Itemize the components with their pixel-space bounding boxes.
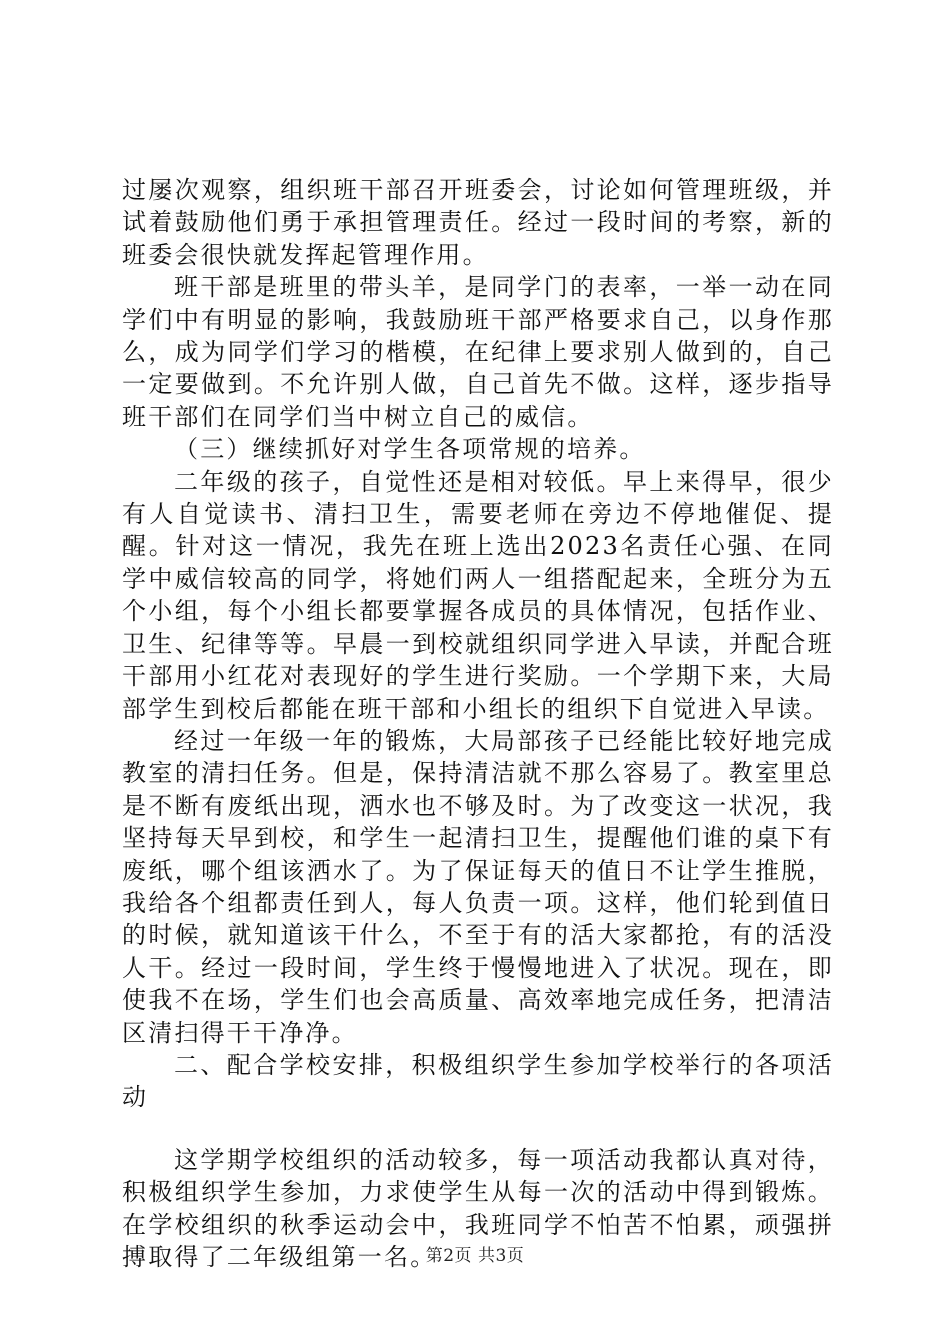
section-heading-2: 二、配合学校安排，积极组织学生参加学校举行的各项活动: [122, 1050, 834, 1112]
section-heading-3: （三）继续抓好对学生各项常规的培养。: [174, 435, 646, 464]
paragraph-4: 二年级的孩子，自觉性还是相对较低。早上来得早，很少有人自觉读书、清扫卫生，需要老师在旁边不停地催促、提醒。针对这一情况，我先在班上选出2023名责任心强、在同学中威信较高的同学，将她们两人一组搭配起来，全班分为五个小组，每个小组长都要掌握各成员的具体情况，包括作业、卫生、纪律等等。早晨一到校就组织同学进入早读，并配合班干部用小红花对表现好的学生进行奖励。一个学期下来，大局部学生到校后都能在班干部和小组长的组织下自觉进入早读。: [122, 467, 834, 723]
paragraph-2: 班干部是班里的带头羊，是同学门的表率，一举一动在同学们中有明显的影响，我鼓励班干部严格要求自己，以身作那么，成为同学们学习的楷模，在纪律上要求别人做到的，自己一定要做到。不允许别人做，自己首先不做。这样，逐步指导班干部们在同学们当中树立自己的威信。: [122, 273, 834, 431]
page-number-footer: 第2页 共3页: [425, 1246, 525, 1266]
body-text: [122, 174, 834, 1273]
paragraph-5: 经过一年级一年的锻炼，大局部孩子已经能比较好地完成教室的清扫任务。但是，保持清洁就不那么容易了。教室里总是不断有废纸出现，洒水也不够及时。为了改变这一状况，我坚持每天早到校，和学生一起清扫卫生，提醒他们谁的桌下有废纸，哪个组该洒水了。为了保证每天的值日不让学生推脱，我给各个组都责任到人，每人负责一项。这样，他们轮到值日的时候，就知道该干什么，不至于有的活大家都抢，有的活没人干。经过一段时间，学生终于慢慢地进入了状况。现在，即使我不在场，学生们也会高质量、高效率地完成任务，把清洁区清扫得干干净净。: [122, 726, 834, 1047]
paragraph-1: 过屡次观察，组织班干部召开班委会，讨论如何管理班级，并试着鼓励他们勇于承担管理责任。经过一段时间的考察，新的班委会很快就发挥起管理作用。: [122, 176, 834, 269]
paragraph-7: 这学期学校组织的活动较多，每一项活动我都认真对待，积极组织学生参加，力求使学生从每一次的活动中得到锻炼。在学校组织的秋季运动会中，我班同学不怕苦不怕累，顽强拼搏取得了二年级组第一名。: [122, 1145, 834, 1271]
